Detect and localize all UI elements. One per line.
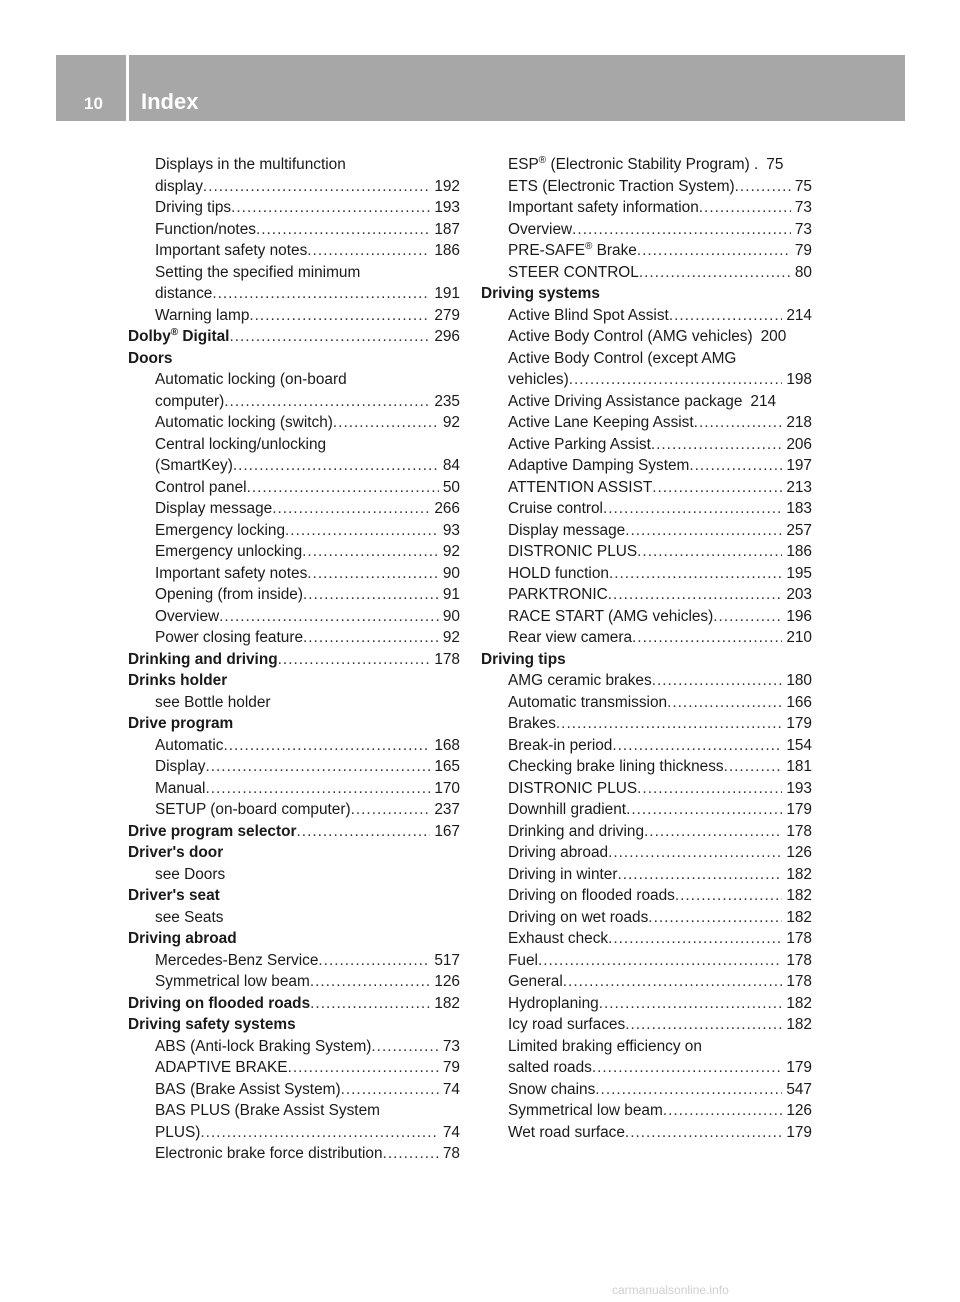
index-entry[interactable]: Adaptive Damping System ..... 197 [481, 455, 812, 477]
page-ref: 183 [786, 500, 812, 517]
index-entry[interactable]: ETS (Electronic Traction System) ..... 75 [481, 176, 812, 198]
page-ref: 195 [786, 564, 812, 582]
index-entry[interactable]: Automatic locking (switch) ..... 92 [128, 412, 460, 434]
index-entry[interactable]: Drinking and driving ..... 178 [481, 821, 812, 843]
page-ref: 182 [786, 1016, 812, 1033]
page-ref: 182 [786, 887, 812, 904]
index-entry[interactable]: Checking brake lining thickness ..... 181 [481, 756, 812, 778]
page-ref: 179 [786, 1059, 812, 1076]
page-ref: 80 [794, 263, 812, 281]
index-heading[interactable]: Driving on flooded roads ..... 182 [128, 993, 460, 1015]
page-ref: 75 [766, 156, 784, 173]
index-entry[interactable]: ATTENTION ASSIST ..... 213 [481, 477, 812, 499]
index-entry[interactable]: computer) ..... 235 [128, 391, 460, 413]
index-entry[interactable]: Emergency unlocking ..... 92 [128, 541, 460, 563]
index-entry[interactable]: Display message ..... 266 [128, 498, 460, 520]
index-entry[interactable]: Active Driving Assistance package 214 [481, 391, 812, 413]
index-entry[interactable]: PRE-SAFE® Brake ..... 79 [481, 240, 812, 262]
index-entry[interactable]: AMG ceramic brakes ..... 180 [481, 670, 812, 692]
index-entry[interactable]: see Doors [155, 865, 226, 883]
index-heading: Doors [128, 349, 173, 367]
page-ref: 279 [434, 306, 460, 324]
index-entry[interactable]: Opening (from inside) ..... 91 [128, 584, 460, 606]
index-entry[interactable]: distance ..... 191 [128, 283, 460, 305]
index-heading: Driving abroad [128, 930, 237, 947]
index-entry[interactable]: Break-in period ..... 154 [481, 735, 812, 757]
index-entry[interactable]: Function/notes ..... 187 [128, 219, 460, 241]
page-ref: 182 [786, 865, 812, 883]
page-ref: 197 [786, 457, 812, 474]
index-entry: Active Body Control (except AMG [508, 349, 737, 367]
index-column-right [481, 154, 812, 1143]
page-ref: 126 [434, 973, 460, 990]
page-ref: 180 [786, 672, 812, 689]
page-ref: 92 [442, 543, 460, 560]
index-heading: Driving systems [481, 285, 600, 302]
index-entry[interactable]: Emergency locking ..... 93 [128, 520, 460, 542]
page-ref: 187 [434, 220, 460, 238]
page-ref: 73 [794, 199, 812, 216]
index-entry[interactable]: BAS (Brake Assist System) ..... 74 [128, 1079, 460, 1101]
index-heading[interactable]: Dolby® Digital ..... 296 [128, 326, 460, 348]
page-ref: 78 [442, 1145, 460, 1162]
index-entry[interactable]: vehicles) ..... 198 [481, 369, 812, 391]
index-entry[interactable]: Important safety notes ..... 186 [128, 240, 460, 262]
index-entry[interactable]: Power closing feature ..... 92 [128, 627, 460, 649]
index-entry[interactable]: display ..... 192 [128, 176, 460, 198]
page-ref: 126 [786, 844, 812, 861]
index-entry[interactable]: Important safety information ..... 73 [481, 197, 812, 219]
page-ref: 178 [786, 930, 812, 947]
page-ref: 547 [786, 1080, 812, 1098]
page-ref: 214 [786, 306, 812, 324]
page-ref: 170 [434, 779, 460, 797]
header-divider [126, 55, 129, 121]
index-entry[interactable]: RACE START (AMG vehicles) ..... 196 [481, 606, 812, 628]
index-entry[interactable]: DISTRONIC PLUS ..... 193 [481, 778, 812, 800]
index-entry[interactable]: Icy road surfaces ..... 182 [481, 1014, 812, 1036]
page-ref: 84 [442, 457, 460, 474]
page-ref: 167 [434, 822, 460, 840]
index-entry[interactable]: SETUP (on-board computer) ..... 237 [128, 799, 460, 821]
page-ref: 179 [786, 801, 812, 818]
index-entry[interactable]: Display ..... 165 [128, 756, 460, 778]
index-heading: Driver's seat [128, 887, 220, 904]
page-ref: 266 [434, 500, 460, 517]
index-entry[interactable]: Manual ..... 170 [128, 778, 460, 800]
page-ref: 154 [786, 736, 812, 754]
page-ref: 79 [794, 242, 812, 259]
index-entry[interactable]: Active Body Control (AMG vehicles) 200 [481, 326, 812, 348]
index-entry[interactable]: Snow chains ..... 547 [481, 1079, 812, 1101]
index-entry[interactable]: Wet road surface ..... 179 [481, 1122, 812, 1144]
page-ref: 193 [434, 199, 460, 216]
index-entry[interactable]: Mercedes-Benz Service ..... 517 [128, 950, 460, 972]
index-entry[interactable]: (SmartKey) ..... 84 [128, 455, 460, 477]
page-ref: 93 [442, 521, 460, 539]
page-number: 10 [84, 94, 103, 113]
section-title: Index [141, 89, 199, 114]
page-ref: 181 [786, 758, 812, 775]
page-ref: 92 [442, 629, 460, 646]
page-ref: 182 [434, 994, 460, 1012]
index-entry[interactable]: Overview ..... 90 [128, 606, 460, 628]
page-ref: 92 [442, 414, 460, 431]
page-ref: 179 [786, 715, 812, 732]
index-entry[interactable]: Exhaust check ..... 178 [481, 928, 812, 950]
page-ref: 196 [786, 607, 812, 625]
page-ref: 74 [442, 1123, 460, 1141]
page-ref: 165 [434, 758, 460, 775]
page-ref: 214 [750, 392, 777, 410]
index-entry: BAS PLUS (Brake Assist System [155, 1102, 380, 1119]
page-ref: 203 [786, 586, 812, 603]
index-entry[interactable]: DISTRONIC PLUS ..... 186 [481, 541, 812, 563]
index-entry[interactable]: Downhill gradient ..... 179 [481, 799, 812, 821]
index-entry[interactable]: Driving in winter ..... 182 [481, 864, 812, 886]
index-entry[interactable]: ABS (Anti-lock Braking System) ..... 73 [128, 1036, 460, 1058]
index-heading: Driving safety systems [128, 1016, 296, 1033]
page-ref: 166 [786, 693, 812, 711]
index-entry[interactable]: Brakes ..... 179 [481, 713, 812, 735]
index-entry[interactable]: Active Parking Assist ..... 206 [481, 434, 812, 456]
index-entry[interactable]: PARKTRONIC ..... 203 [481, 584, 812, 606]
index-entry[interactable]: Display message ..... 257 [481, 520, 812, 542]
page-ref: 178 [786, 822, 812, 840]
index-entry[interactable]: HOLD function ..... 195 [481, 563, 812, 585]
index-entry[interactable]: Driving on wet roads ..... 182 [481, 907, 812, 929]
index-heading: Driving tips [481, 650, 566, 668]
page-ref: 126 [786, 1102, 812, 1119]
index-entry[interactable]: Electronic brake force distribution ..... 78 [128, 1143, 460, 1165]
index-entry[interactable]: Hydroplaning ..... 182 [481, 993, 812, 1015]
page-ref: 191 [434, 285, 460, 302]
index-entry[interactable]: Cruise control ..... 183 [481, 498, 812, 520]
index-entry[interactable]: see Seats [155, 908, 224, 926]
page-ref: 517 [434, 951, 460, 969]
page-ref: 200 [760, 328, 787, 345]
index-heading[interactable]: Drive program selector ..... 167 [128, 821, 460, 843]
page-ref: 192 [434, 177, 460, 195]
index-entry[interactable]: Active Lane Keeping Assist ..... 218 [481, 412, 812, 434]
index-entry[interactable]: see Bottle holder [155, 693, 271, 711]
page-ref: 198 [786, 371, 812, 388]
index-entry[interactable]: General ..... 178 [481, 971, 812, 993]
index-entry[interactable]: Active Blind Spot Assist ..... 214 [481, 305, 812, 327]
index-entry[interactable]: Important safety notes ..... 90 [128, 563, 460, 585]
footer-watermark: carmanualsonline.info [612, 1283, 729, 1297]
page-ref: 73 [794, 220, 812, 238]
index-entry[interactable]: salted roads ..... 179 [481, 1057, 812, 1079]
page-ref: 186 [786, 543, 812, 560]
page-ref: 178 [434, 650, 460, 668]
index-entry[interactable]: Symmetrical low beam ..... 126 [128, 971, 460, 993]
page-ref: 73 [442, 1037, 460, 1055]
page-ref: 213 [786, 478, 812, 496]
page-ref: 79 [442, 1059, 460, 1076]
index-entry: Automatic locking (on-board [155, 371, 347, 388]
index-entry[interactable]: Driving on flooded roads ..... 182 [481, 885, 812, 907]
index-entry[interactable]: Fuel ..... 178 [481, 950, 812, 972]
index-entry[interactable]: Control panel ..... 50 [128, 477, 460, 499]
index-entry[interactable]: Symmetrical low beam ..... 126 [481, 1100, 812, 1122]
page-ref: 179 [786, 1123, 812, 1141]
page-ref: 182 [786, 994, 812, 1012]
index-entry[interactable]: STEER CONTROL ..... 80 [481, 262, 812, 284]
index-entry[interactable]: Automatic transmission ..... 166 [481, 692, 812, 714]
page-ref: 218 [786, 414, 812, 431]
page-ref: 182 [786, 908, 812, 926]
index-entry[interactable]: Warning lamp ..... 279 [128, 305, 460, 327]
page-ref: 90 [442, 607, 460, 625]
index-heading: Drive program [128, 715, 234, 732]
index-heading[interactable]: Drinking and driving ..... 178 [128, 649, 460, 671]
index-entry[interactable]: Driving abroad ..... 126 [481, 842, 812, 864]
page-ref: 193 [786, 779, 812, 797]
page-ref: 206 [786, 435, 812, 453]
index-heading: Driver's door [128, 844, 224, 861]
index-entry[interactable]: ADAPTIVE BRAKE ..... 79 [128, 1057, 460, 1079]
index-entry[interactable]: Driving tips ..... 193 [128, 197, 460, 219]
index-entry: Limited braking efficiency on [508, 1037, 702, 1055]
page-ref: 50 [442, 478, 460, 496]
index-entry[interactable]: Automatic ..... 168 [128, 735, 460, 757]
index-entry: Displays in the multifunction [155, 156, 346, 173]
page-ref: 178 [786, 951, 812, 969]
index-heading: Drinks holder [128, 672, 228, 689]
page-ref: 74 [442, 1080, 460, 1098]
index-entry[interactable]: Rear view camera ..... 210 [481, 627, 812, 649]
index-entry[interactable]: ESP® (Electronic Stability Program) . 75 [481, 154, 812, 176]
page-ref: 75 [794, 177, 812, 195]
index-entry[interactable]: PLUS) ..... 74 [128, 1122, 460, 1144]
index-column-left [128, 154, 460, 1165]
page-ref: 235 [434, 392, 460, 410]
index-entry: Central locking/unlocking [155, 435, 327, 453]
page-ref: 168 [434, 736, 460, 754]
page-ref: 91 [442, 586, 460, 603]
page-ref: 237 [434, 801, 460, 818]
page-ref: 178 [786, 973, 812, 990]
page-ref: 90 [442, 564, 460, 582]
index-entry[interactable]: Overview ..... 73 [481, 219, 812, 241]
page-ref: 186 [434, 242, 460, 259]
index-entry: Setting the specified minimum [155, 263, 361, 281]
page-ref: 296 [434, 328, 460, 345]
page-ref: 210 [786, 629, 812, 646]
page-ref: 257 [786, 521, 812, 539]
